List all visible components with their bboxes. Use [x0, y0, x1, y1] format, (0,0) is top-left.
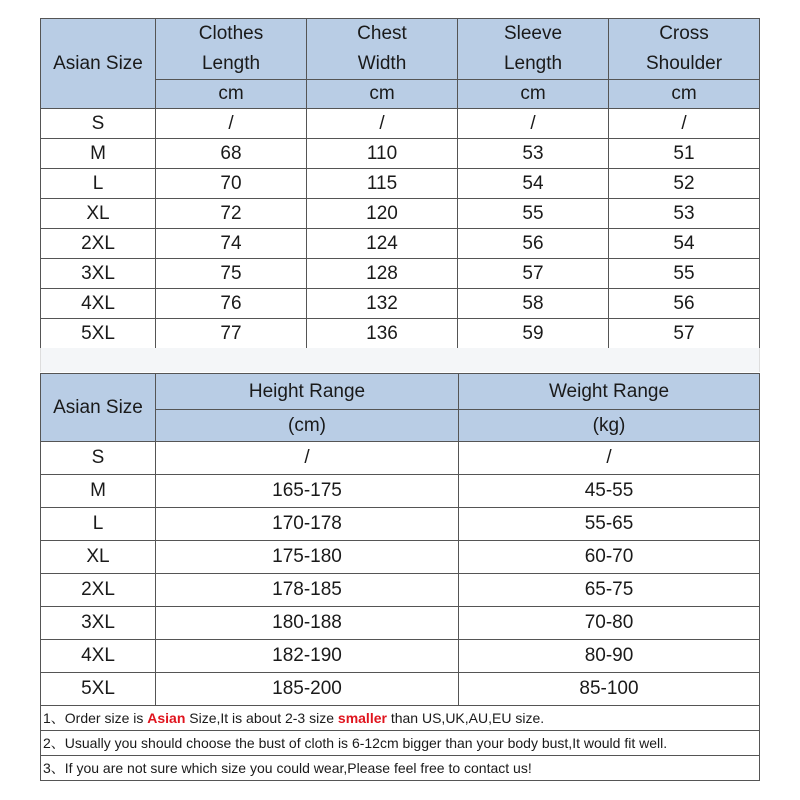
table-row — [41, 574, 760, 607]
value-cell: 54 — [609, 229, 760, 259]
value-cell: 59 — [458, 319, 609, 349]
value-cell: / — [156, 109, 307, 139]
unit-header: (cm) — [156, 410, 459, 442]
value-cell: 52 — [609, 169, 760, 199]
value-cell: 74 — [156, 229, 307, 259]
table-row — [41, 607, 760, 640]
size-cell: 2XL — [41, 574, 156, 607]
col-header: Weight Range — [459, 374, 760, 410]
value-cell: 77 — [156, 319, 307, 349]
value-cell: 76 — [156, 289, 307, 319]
unit-header: cm — [156, 80, 307, 109]
col-header: Cross Shoulder — [609, 19, 760, 80]
table-row — [41, 673, 760, 706]
highlight-smaller: smaller — [337, 710, 387, 726]
table-row — [41, 289, 760, 319]
value-cell: 70-80 — [459, 607, 760, 640]
size-cell: 5XL — [41, 319, 156, 349]
table-row — [41, 139, 760, 169]
value-cell: 60-70 — [459, 541, 760, 574]
table-row — [41, 319, 760, 349]
col-header: Height Range — [156, 374, 459, 410]
note-row — [41, 706, 760, 731]
size-cell: 2XL — [41, 229, 156, 259]
value-cell: / — [609, 109, 760, 139]
table-row — [41, 199, 760, 229]
value-cell: 120 — [307, 199, 458, 229]
value-cell: 170-178 — [156, 508, 459, 541]
value-cell: 75 — [156, 259, 307, 289]
table-row — [41, 229, 760, 259]
size-cell: 3XL — [41, 259, 156, 289]
size-cell: 3XL — [41, 607, 156, 640]
value-cell: / — [307, 109, 458, 139]
value-cell: / — [156, 442, 459, 475]
size-cell: S — [41, 109, 156, 139]
size-cell: 5XL — [41, 673, 156, 706]
value-cell: 57 — [458, 259, 609, 289]
value-cell: 58 — [458, 289, 609, 319]
col-header: Sleeve Length — [458, 19, 609, 80]
value-cell: 110 — [307, 139, 458, 169]
size-header: Asian Size — [41, 374, 156, 442]
value-cell: 51 — [609, 139, 760, 169]
value-cell: 70 — [156, 169, 307, 199]
value-cell: 182-190 — [156, 640, 459, 673]
unit-header: cm — [609, 80, 760, 109]
value-cell: 57 — [609, 319, 760, 349]
note-3: 3、If you are not sure which size you could wear,Please feel free to contact us! — [41, 756, 760, 781]
highlight-asian: Asian — [147, 710, 186, 726]
value-cell: 55 — [609, 259, 760, 289]
value-cell: 65-75 — [459, 574, 760, 607]
value-cell: 180-188 — [156, 607, 459, 640]
note-1: 1、Order size is Asian Size,It is about 2-3 size smaller than US,UK,AU,EU size. — [41, 706, 760, 731]
size-cell: XL — [41, 541, 156, 574]
value-cell: 55-65 — [459, 508, 760, 541]
note-row — [41, 756, 760, 781]
size-header: Asian Size — [41, 19, 156, 109]
measurement-table — [40, 18, 760, 349]
unit-header: (kg) — [459, 410, 760, 442]
value-cell: 115 — [307, 169, 458, 199]
value-cell: 56 — [458, 229, 609, 259]
value-cell: 45-55 — [459, 475, 760, 508]
note-row — [41, 731, 760, 756]
size-cell: 4XL — [41, 640, 156, 673]
col-header: Clothes Length — [156, 19, 307, 80]
size-cell: L — [41, 169, 156, 199]
value-cell: 55 — [458, 199, 609, 229]
value-cell: 165-175 — [156, 475, 459, 508]
value-cell: 132 — [307, 289, 458, 319]
note-2: 2、Usually you should choose the bust of cloth is 6-12cm bigger than your body bust,It would fit well. — [41, 731, 760, 756]
table-row — [41, 442, 760, 475]
unit-header: cm — [458, 80, 609, 109]
value-cell: 68 — [156, 139, 307, 169]
value-cell: 85-100 — [459, 673, 760, 706]
value-cell: 136 — [307, 319, 458, 349]
value-cell: 128 — [307, 259, 458, 289]
table-row — [41, 640, 760, 673]
unit-header: cm — [307, 80, 458, 109]
table-divider — [40, 348, 760, 372]
value-cell: / — [459, 442, 760, 475]
value-cell: 56 — [609, 289, 760, 319]
value-cell: / — [458, 109, 609, 139]
table-row — [41, 169, 760, 199]
size-cell: 4XL — [41, 289, 156, 319]
size-cell: XL — [41, 199, 156, 229]
height-weight-table — [40, 373, 760, 781]
value-cell: 175-180 — [156, 541, 459, 574]
value-cell: 72 — [156, 199, 307, 229]
value-cell: 80-90 — [459, 640, 760, 673]
value-cell: 54 — [458, 169, 609, 199]
col-header: Chest Width — [307, 19, 458, 80]
value-cell: 53 — [458, 139, 609, 169]
table-row — [41, 109, 760, 139]
value-cell: 124 — [307, 229, 458, 259]
value-cell: 178-185 — [156, 574, 459, 607]
size-cell: M — [41, 475, 156, 508]
size-cell: S — [41, 442, 156, 475]
table-row — [41, 475, 760, 508]
value-cell: 185-200 — [156, 673, 459, 706]
table-row — [41, 541, 760, 574]
size-cell: M — [41, 139, 156, 169]
size-cell: L — [41, 508, 156, 541]
value-cell: 53 — [609, 199, 760, 229]
table-row — [41, 508, 760, 541]
table-row — [41, 259, 760, 289]
